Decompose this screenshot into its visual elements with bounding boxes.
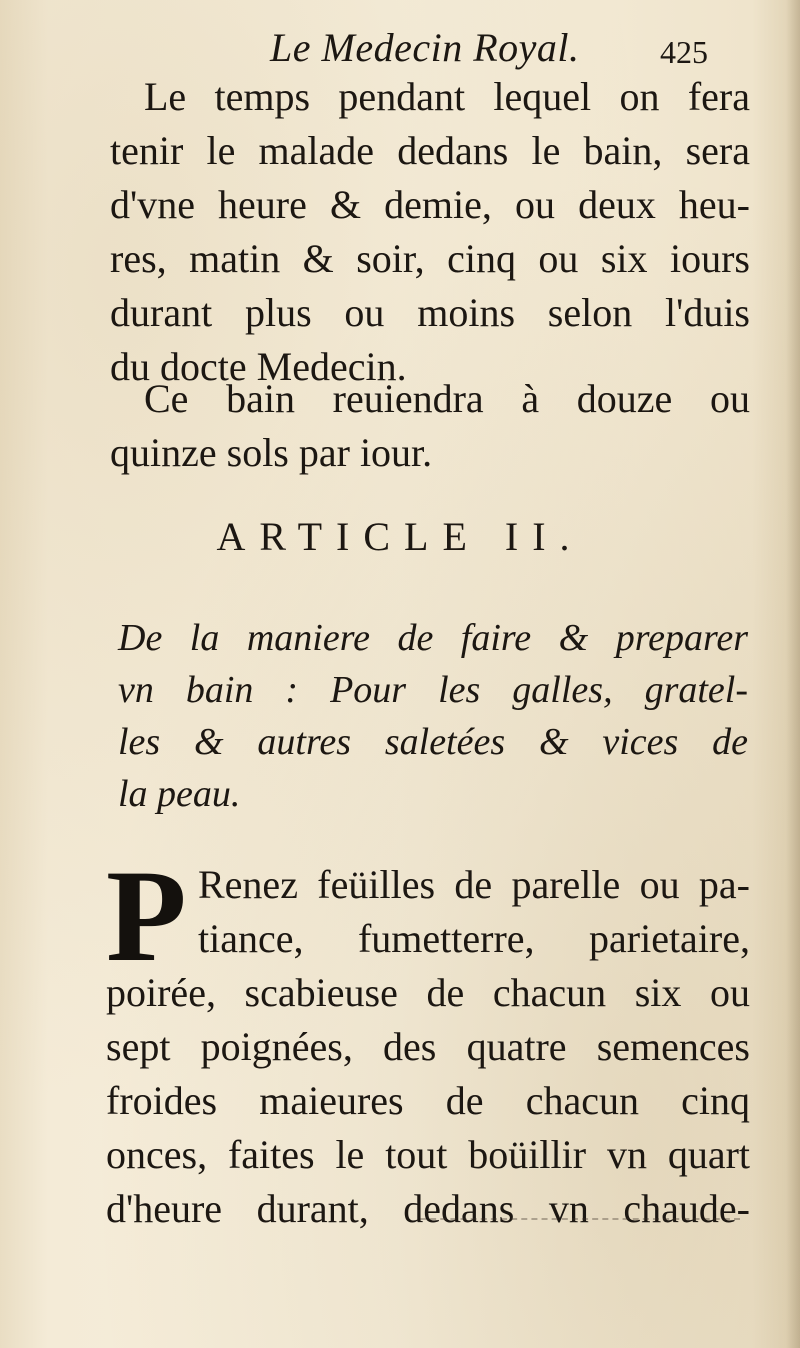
text-line: d'heure durant, dedans vn chaude- [106, 1186, 750, 1231]
subtitle-line: vn bain : Pour les galles, gratel- [118, 669, 748, 711]
subtitle-line: la peau. [118, 773, 241, 815]
text-line: sept poignées, des quatre semences [106, 1024, 750, 1069]
text-line: Renez feüilles de parelle ou pa- [198, 862, 750, 907]
text-line: d'vne heure & demie, ou deux heu- [110, 182, 750, 227]
article-subtitle [118, 612, 748, 820]
text-line: quinze sols par iour. [110, 430, 433, 475]
text-line: res, matin & soir, cinq ou six iours [110, 236, 750, 281]
text-line: durant plus ou moins selon l'duis [110, 290, 750, 335]
text-line: tiance, fumetterre, parietaire, [198, 916, 750, 961]
drop-cap-initial: P [106, 842, 187, 989]
subtitle-line: les & autres saletées & vices de [118, 721, 748, 763]
text-line: Ce bain reuiendra à douze ou [144, 376, 750, 421]
text-line: poirée, scabieuse de chacun six ou [106, 970, 750, 1015]
page-edge-shadow [786, 0, 800, 1348]
article-heading: ARTICLE II. [216, 514, 584, 559]
catchword-rule [420, 1218, 740, 1220]
paragraph-bath-duration [110, 70, 750, 394]
running-title: Le Medecin Royal. [270, 25, 580, 70]
text-line: tenir le malade dedans le bain, sera [110, 128, 750, 173]
text-line: onces, faites le tout boüillir vn quart [106, 1132, 750, 1177]
text-line: du docte Medecin. [110, 344, 407, 389]
paragraph-bath-cost [110, 372, 750, 480]
running-head [0, 18, 800, 78]
page-number: 425 [660, 34, 708, 70]
text-line: froides maieures de chacun cinq [106, 1078, 750, 1123]
paragraph-recipe-body [106, 966, 750, 1236]
subtitle-line: De la maniere de faire & preparer [118, 617, 748, 659]
text-line: Le temps pendant lequel on fera [144, 74, 750, 119]
paragraph-recipe-top [198, 858, 750, 966]
